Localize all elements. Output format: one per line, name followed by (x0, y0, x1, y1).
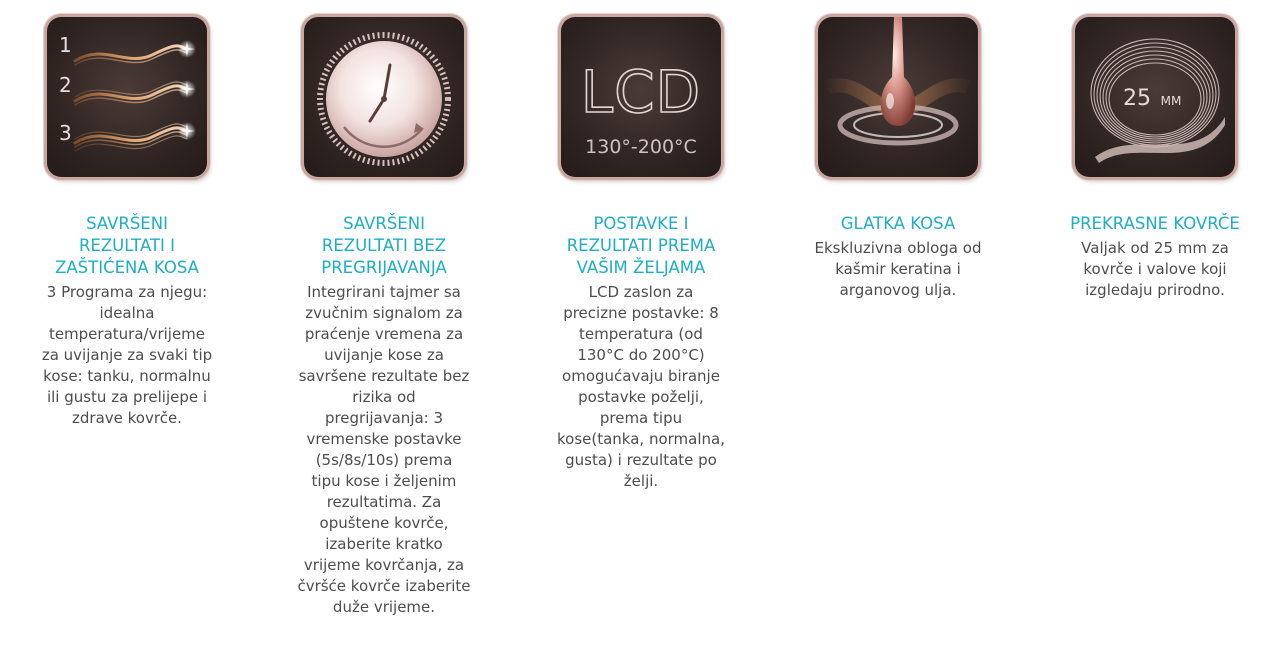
curl-spiral-icon (1075, 17, 1235, 177)
feature-title: PREKRASNE KOVRČE (1070, 214, 1240, 233)
feature-title: SAVRŠENI REZULTATI BEZ PREGRIJAVANJA (321, 214, 447, 277)
feature-title: SAVRŠENI REZULTATI I ZAŠTIĆENA KOSA (55, 214, 199, 277)
feature-description: Valjak od 25 mm za kovrče i valove koji izgledaju prirodno. (1081, 239, 1229, 299)
program-3-label: 3 (59, 121, 72, 145)
feature-description: Ekskluzivna obloga od kašmir keratina i arganovog ulja. (814, 239, 982, 299)
barrel-size-value: 25 (1123, 86, 1151, 111)
feature-description: LCD zaslon za precizne postavke: 8 temperatura (od 130°C do 200°C) omogućavaju biranje postavke poželji, prema tipu kose(tanka, normalna, gusta) i rezultate po želji. (557, 283, 725, 490)
feature-description: Integrirani tajmer sa zvučnim signalom za praćenje vremena za uvijanje kose za savršene rezultate bez rizika od pregrijavanja: 3 vremenske postavke (5s/8s/10s) prema tipu kose i željenim rezultatima. Za opuštene kovrče, izaberite kratko vrijeme kovrčanja, za čvršće kovrče izaberite duže vrijeme. (297, 283, 471, 616)
program-1-label: 1 (59, 33, 72, 57)
timer-clock-icon (304, 17, 464, 177)
feature-smooth-hair (808, 0, 988, 301)
feature-timer (294, 0, 474, 618)
lcd-display-icon (561, 17, 721, 177)
wave-programs-icon (47, 17, 207, 177)
feature-title: GLATKA KOSA (840, 214, 956, 233)
lcd-label: LCD (580, 58, 702, 126)
barrel-size-unit: MM (1160, 94, 1182, 108)
temperature-range-label: 130°-200°C (585, 136, 697, 158)
feature-lcd-settings (551, 0, 731, 492)
feature-description: 3 Programa za njegu: idealna temperatura/vrijeme za uvijanje za svaki tip kose: tanku, normalnu ili gustu za prelijepe i zdrave kovrče. (41, 283, 213, 427)
feature-curls (1065, 0, 1245, 301)
feature-title: POSTAVKE I REZULTATI PREMA VAŠIM ŽELJAMA (566, 214, 716, 277)
feature-care-programs (37, 0, 217, 429)
program-2-label: 2 (59, 73, 72, 97)
oil-drop-icon (818, 17, 978, 177)
